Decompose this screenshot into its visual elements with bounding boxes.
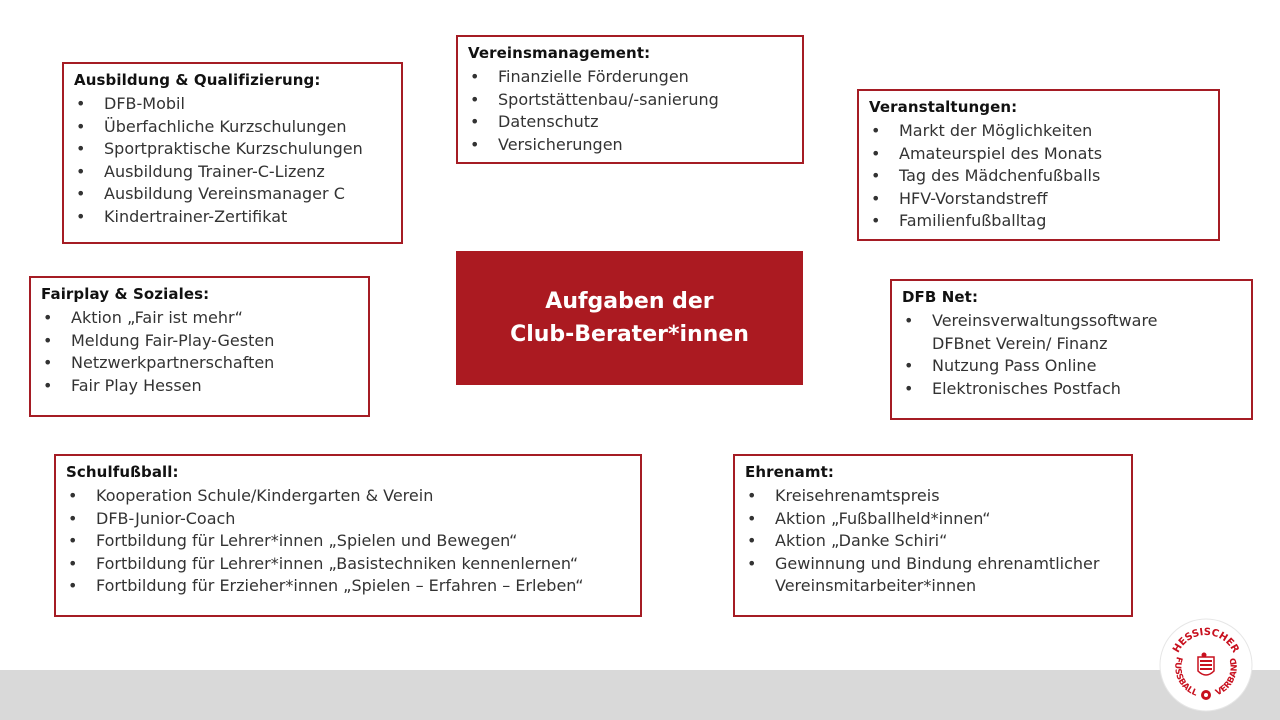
list-item: • Netzwerkpartnerschaften <box>41 352 358 375</box>
logo-text-left: FUSSBALL <box>1172 655 1199 699</box>
list-item: • Überfachliche Kurzschulungen <box>74 116 391 139</box>
list-item-line: Vereinsmitarbeiter*innen <box>775 576 977 595</box>
list-item: • Aktion „Fair ist mehr“ <box>41 307 358 330</box>
list-item <box>745 553 1121 598</box>
box-title: Ausbildung & Qualifizierung: <box>74 71 321 89</box>
list-item: • Kreisehrenamtspreis <box>745 485 1121 508</box>
list-item: • DFB-Junior-Coach <box>66 508 630 531</box>
list-item: • Datenschutz <box>468 111 792 134</box>
box-title: Veranstaltungen: <box>869 98 1018 116</box>
hfv-logo-icon <box>1158 617 1254 713</box>
center-title-line1: Aufgaben der <box>545 289 714 314</box>
list-item: • Sportstättenbau/-sanierung <box>468 89 792 112</box>
list-item: • Nutzung Pass Online <box>902 355 1241 378</box>
list-item: • Fortbildung für Erzieher*innen „Spielen – Erfahren – Erleben“ <box>66 575 630 598</box>
box-veranstaltungen <box>857 89 1220 241</box>
list-item: • HFV-Vorstandstreff <box>869 188 1208 211</box>
footer-bar <box>0 670 1280 720</box>
center-title-box <box>456 251 803 385</box>
list-item: • Aktion „Danke Schiri“ <box>745 530 1121 553</box>
hfv-logo <box>1158 617 1254 713</box>
box-title: Schulfußball: <box>66 463 179 481</box>
box-title: DFB Net: <box>902 288 979 306</box>
list-item: • Ausbildung Vereinsmanager C <box>74 183 391 206</box>
box-title: Fairplay & Soziales: <box>41 285 210 303</box>
logo-text-top: HESSISCHER <box>1171 626 1241 655</box>
list-item-line: DFBnet Verein/ Finanz <box>932 333 1108 353</box>
list-item <box>902 310 1241 355</box>
box-title: Vereinsmanagement: <box>468 44 651 62</box>
list-item: • Ausbildung Trainer-C-Lizenz <box>74 161 391 184</box>
box-vereinsmanagement <box>456 35 804 164</box>
box-ausbildung <box>62 62 403 244</box>
box-schulfussball <box>54 454 642 617</box>
list-item: • Aktion „Fußballheld*innen“ <box>745 508 1121 531</box>
box-ehrenamt <box>733 454 1133 617</box>
list-item: • Familienfußballtag <box>869 210 1208 233</box>
list-item: • Amateurspiel des Monats <box>869 143 1208 166</box>
list-item: • Tag des Mädchenfußballs <box>869 165 1208 188</box>
list-item: • Elektronisches Postfach <box>902 378 1241 401</box>
list-item: • Meldung Fair-Play-Gesten <box>41 330 358 353</box>
box-title: Ehrenamt: <box>745 463 834 481</box>
box-fairplay <box>29 276 370 417</box>
list-item: • Markt der Möglichkeiten <box>869 120 1208 143</box>
box-dfbnet <box>890 279 1253 420</box>
list-item: • Fortbildung für Lehrer*innen „Spielen und Bewegen“ <box>66 530 630 553</box>
list-item: • Kooperation Schule/Kindergarten & Verein <box>66 485 630 508</box>
list-item: • Fortbildung für Lehrer*innen „Basistechniken kennenlernen“ <box>66 553 630 576</box>
list-item-line: Vereinsverwaltungssoftware <box>932 311 1158 330</box>
logo-text-right: VERBAND <box>1213 656 1240 699</box>
list-item: • Fair Play Hessen <box>41 375 358 398</box>
list-item: • Kindertrainer-Zertifikat <box>74 206 391 229</box>
list-item: • Sportpraktische Kurzschulungen <box>74 138 391 161</box>
list-item-line: Gewinnung und Bindung ehrenamtlicher <box>775 553 1100 573</box>
list-item: • DFB-Mobil <box>74 93 391 116</box>
center-title-line2: Club-Berater*innen <box>510 322 749 347</box>
list-item: • Versicherungen <box>468 134 792 157</box>
list-item: • Finanzielle Förderungen <box>468 66 792 89</box>
